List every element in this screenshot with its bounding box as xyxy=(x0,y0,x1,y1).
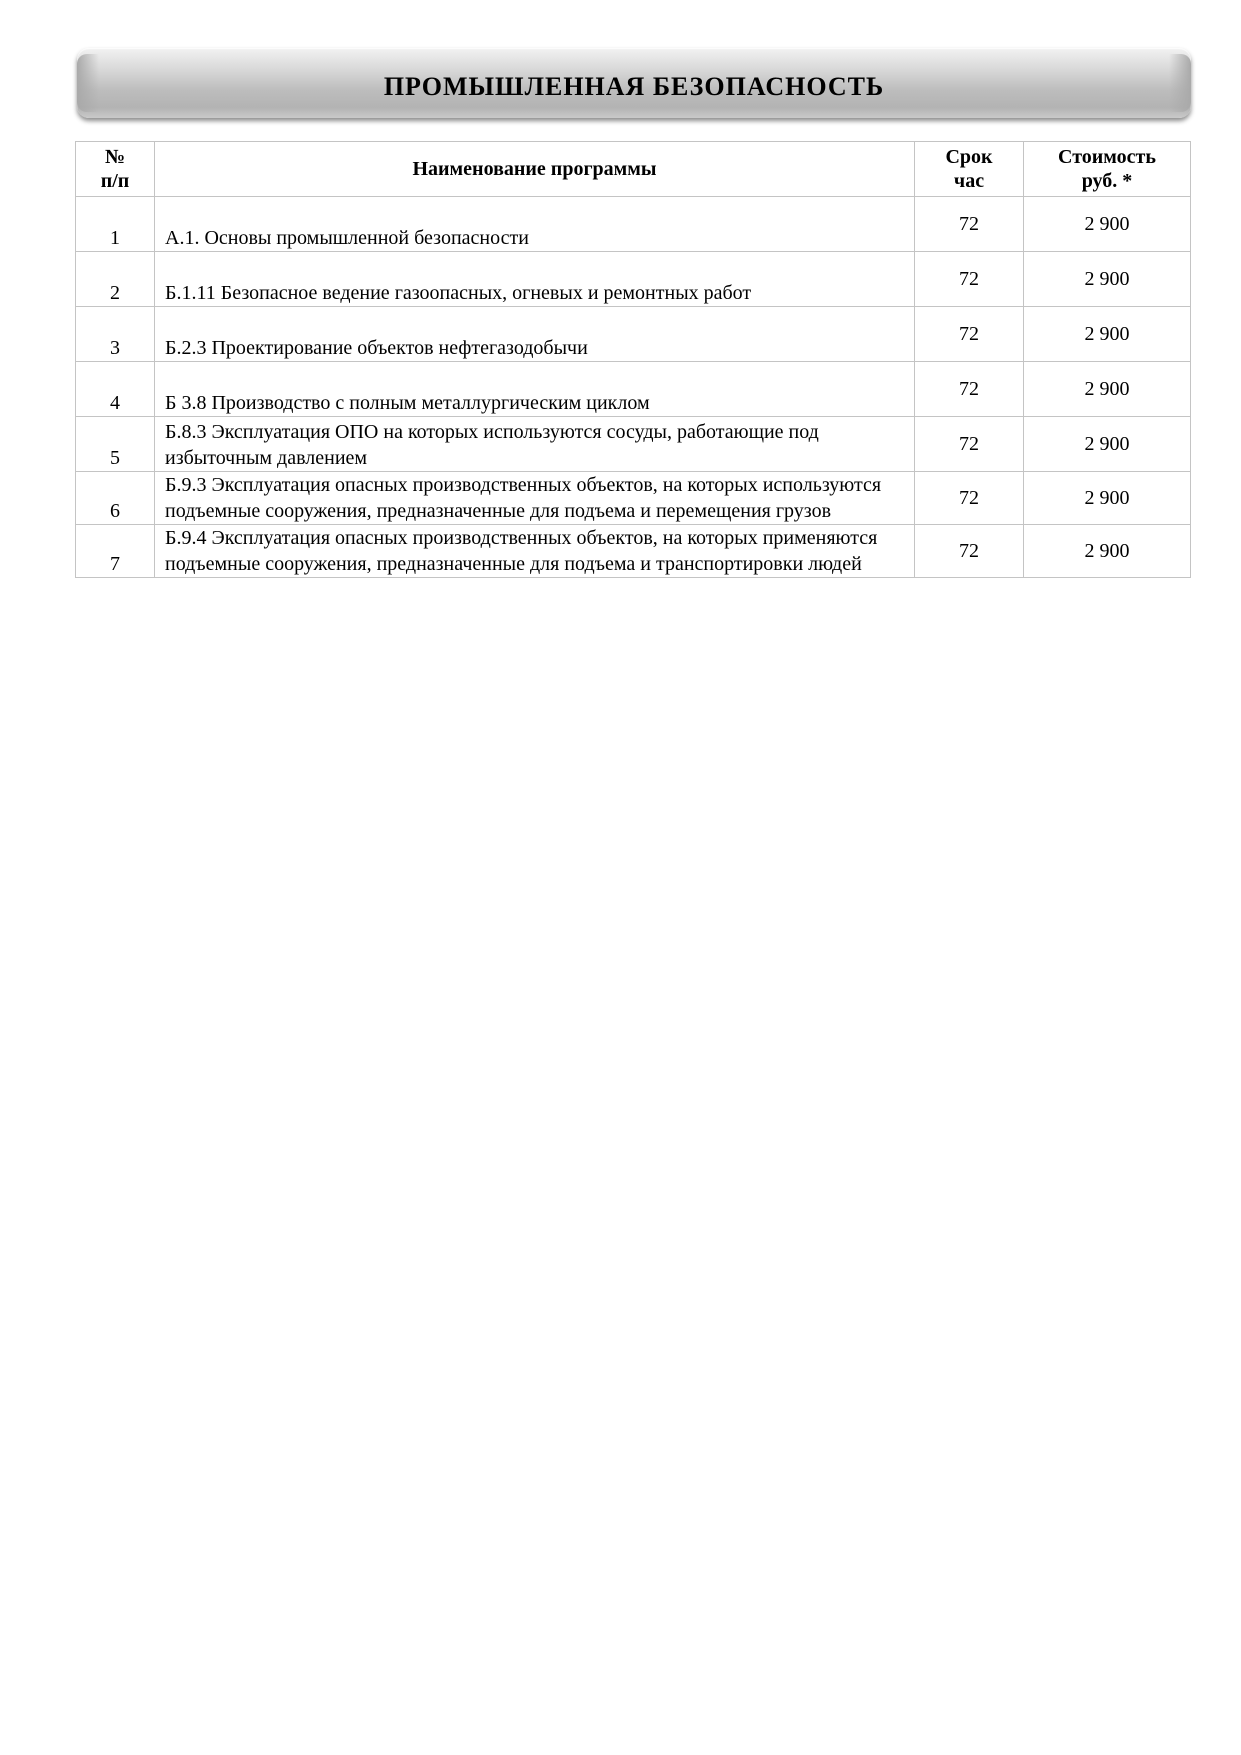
row-name: Б 3.8 Производство с полным металлургическим циклом xyxy=(155,362,915,417)
row-num: 3 xyxy=(76,307,155,362)
row-num: 6 xyxy=(76,472,155,525)
table-row xyxy=(76,417,1191,472)
column-header-num-line1: № xyxy=(104,146,126,168)
row-name: А.1. Основы промышленной безопасности xyxy=(155,197,915,252)
row-price: 2 900 xyxy=(1024,525,1191,578)
row-num: 4 xyxy=(76,362,155,417)
column-header-num xyxy=(76,142,155,197)
row-hours: 72 xyxy=(915,197,1024,252)
row-hours: 72 xyxy=(915,472,1024,525)
column-header-price-line2: руб. * xyxy=(1081,170,1133,192)
column-header-price xyxy=(1024,142,1191,197)
row-price: 2 900 xyxy=(1024,417,1191,472)
row-name: Б.9.3 Эксплуатация опасных производственных объектов, на которых используются подъемные сооружения, предназначенные для подъема и перемещения грузов xyxy=(155,472,915,525)
row-name: Б.2.3 Проектирование объектов нефтегазодобычи xyxy=(155,307,915,362)
row-hours: 72 xyxy=(915,252,1024,307)
row-hours: 72 xyxy=(915,362,1024,417)
row-price: 2 900 xyxy=(1024,362,1191,417)
table-row xyxy=(76,307,1191,362)
row-num: 1 xyxy=(76,197,155,252)
table-row xyxy=(76,252,1191,307)
row-hours: 72 xyxy=(915,307,1024,362)
column-header-price-line1: Стоимость xyxy=(1058,146,1156,168)
column-header-hours-line2: час xyxy=(953,170,985,192)
row-name: Б.9.4 Эксплуатация опасных производственных объектов, на которых применяются подъемные сооружения, предназначенные для подъема и транспортировки людей xyxy=(155,525,915,578)
row-name: Б.8.3 Эксплуатация ОПО на которых используются сосуды, работающие под избыточным давлением xyxy=(155,417,915,472)
row-num: 5 xyxy=(76,417,155,472)
table-row xyxy=(76,525,1191,578)
row-price: 2 900 xyxy=(1024,252,1191,307)
column-header-num-line2: п/п xyxy=(100,170,130,192)
table-row xyxy=(76,197,1191,252)
column-header-name: Наименование программы xyxy=(155,142,915,197)
row-name: Б.1.11 Безопасное ведение газоопасных, огневых и ремонтных работ xyxy=(155,252,915,307)
row-price: 2 900 xyxy=(1024,307,1191,362)
table-row xyxy=(76,362,1191,417)
programs-table xyxy=(75,141,1191,578)
row-hours: 72 xyxy=(915,417,1024,472)
row-price: 2 900 xyxy=(1024,197,1191,252)
table-row xyxy=(76,472,1191,525)
section-title: ПРОМЫШЛЕННАЯ БЕЗОПАСНОСТЬ xyxy=(383,72,885,101)
row-hours: 72 xyxy=(915,525,1024,578)
column-header-hours xyxy=(915,142,1024,197)
row-num: 2 xyxy=(76,252,155,307)
column-header-hours-line1: Срок xyxy=(945,146,993,168)
row-price: 2 900 xyxy=(1024,472,1191,525)
section-banner xyxy=(77,48,1191,118)
table-header-row xyxy=(76,142,1191,197)
row-num: 7 xyxy=(76,525,155,578)
